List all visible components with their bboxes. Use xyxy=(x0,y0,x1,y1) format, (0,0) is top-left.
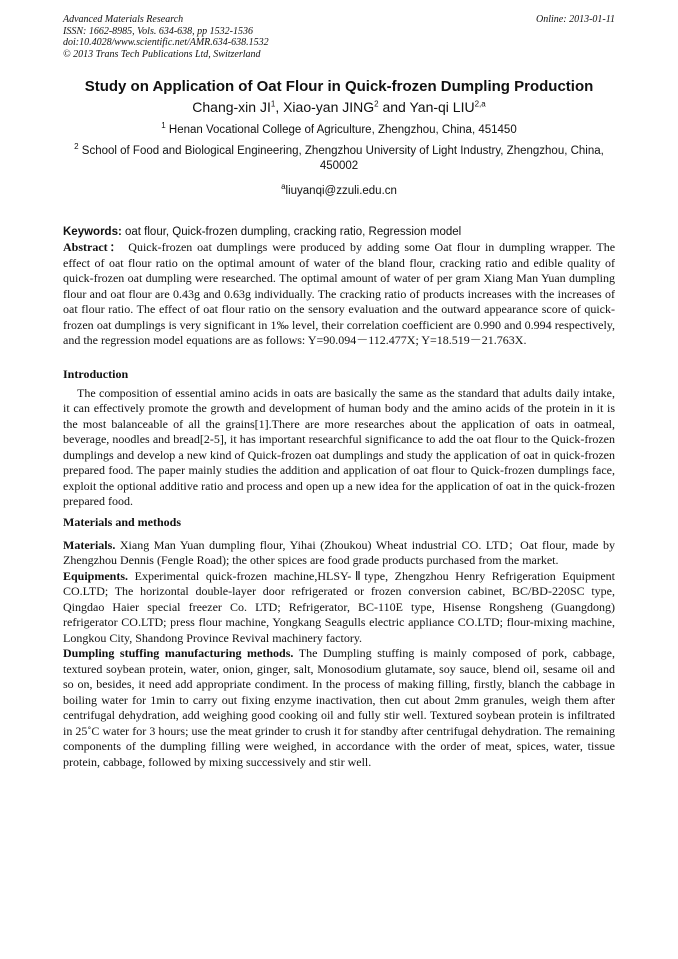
stuffing-label: Dumpling stuffing manufacturing methods. xyxy=(63,646,294,660)
affiliation-mark: 2 xyxy=(74,142,79,152)
author-name: Yan-qi LIU xyxy=(409,99,475,115)
paper-title: Study on Application of Oat Flour in Quick-frozen Dumpling Production xyxy=(84,78,594,95)
section-heading-materials-methods: Materials and methods xyxy=(63,514,181,529)
affiliation-2 xyxy=(63,144,615,174)
introduction-paragraph: The composition of essential amino acids in oats are basically the same as the standard that adults daily intake, it can effectively promote the growth and development of human body and the amino acids of the protein in it is the most balanceable of all the grains[1].There are more researches about the application of oats in oatmeal, beverage, noodles and bread[2-5], it has important researchful significance to add the oat flour to the Quick-frozen dumplings and develop a new kind of Quick-frozen oat dumplings and study the application of oat in quick-frozen prepared food. The paper mainly studies the addition and application of oat flour to Quick-frozen dumplings face, exploit the optional additive ratio and process and open up a new idea for the application of oat in the quick-frozen prepared food. xyxy=(63,385,615,508)
keywords xyxy=(63,225,615,240)
keywords-label: Keywords: xyxy=(63,226,122,238)
doi-line: doi:10.4028/www.scientific.net/AMR.634-638.1532 xyxy=(63,37,269,48)
materials-paragraph xyxy=(63,538,615,569)
author-affiliation-mark: 2 xyxy=(374,99,379,109)
author-affiliation-mark: 1 xyxy=(270,99,276,109)
stuffing-text: The Dumpling stuffing is mainly composed of pork, cabbage, textured soybean protein, water, onion, ginger, salt, Monosodium glutamate, soy sauce, blend oil, sesame oil and so on, besides, it need add appropriate condiment. In the process of making filling, firstly, blanch the cabbage in boiling water for 1min to carry out fixing enzyme inactivation, then cut about 2mm granules, weigh them after centrifugal dehydration, add weighing good cooking oil and fully stir well. Textured soybean protein is infiltrated in 25˚C water for 3 hours; use the meat grinder to crush it for standby after centrifugal dehydration. The remaining components of the dumpling filling were weighed, in accordance with the order of meat, spices, water, tissue protein, cabbage, followed by mixing successively and stir well. xyxy=(63,646,615,769)
materials-text: Xiang Man Yuan dumpling flour, Yihai (Zhoukou) Wheat industrial CO. LTD；Oat flour, made by Zhengzhou Dennis (Fengle Road); the other spices are food grade products purchased from the market. xyxy=(63,537,615,567)
affiliation-1 xyxy=(63,123,615,138)
stuffing-paragraph xyxy=(63,646,615,770)
section-heading-introduction: Introduction xyxy=(63,366,129,381)
author-email xyxy=(63,184,615,199)
copyright-line: © 2013 Trans Tech Publications Ltd, Switzerland xyxy=(63,48,261,60)
author-name: Chang-xin JI xyxy=(192,99,271,115)
abstract-text: Quick-frozen oat dumplings were produced by adding some Oat flour in dumpling wrapper. The effect of oat flour ratio on the optimal amount of water of the bland flour, cracking ratio and edible quality of quick-frozen oat dumpling were researched. The optimal amount of water of per gram Xiang Man Yuan dumpling flour and oat flour are 0.43g and 0.63g individually. The cracking ratio of products increases with the increases of oat flour ratio. The effect of oat flour ratio on the sensory evaluation and the outward appearance score of quick-frozen oat dumplings is very significant in 1‰ level, their correlation coefficient are 0.990 and 0.994 respectively, and the regression model equations are as follows: Y=90.094－112.477X; Y=18.519－21.763X. xyxy=(63,240,616,347)
author-separator: , xyxy=(275,99,284,115)
author-affiliation-mark: 2,a xyxy=(474,99,486,109)
email-mark: a xyxy=(281,182,286,192)
abstract-label: Abstract： xyxy=(63,240,124,254)
email-link[interactable]: liuyanqi@zzuli.edu.cn xyxy=(285,185,397,197)
author-separator: and xyxy=(378,99,410,115)
equipments-text: Experimental quick-frozen machine,HLSY-Ⅱtype, Zhengzhou Henry Refrigeration Equipment CO.LTD; The horizontal double-layer door refrigerated or frozen conversion cabinet, BC/BD-220SC type, Qingdao Haier special freezer Co. LTD; Refrigerator, BC-110E type, Hisense Rongsheng (Guangdong) refrigerator CO.LTD; press flour machine, Yongkang Seagulls electric appliance CO.LTD; flour-mixing machine, Longkou City, Shandong Province Revival machinery factory. xyxy=(63,568,615,645)
affiliation-text: Henan Vocational College of Agriculture, Zhengzhou, China, 451450 xyxy=(165,124,517,136)
abstract xyxy=(63,240,615,349)
affiliation-text: School of Food and Biological Engineering, Zhengzhou University of Light Industry, Zhengzhou, China, 450002 xyxy=(78,145,604,172)
journal-header xyxy=(63,14,615,60)
issn-line: ISSN: 1662-8985, Vols. 634-638, pp 1532-1536 xyxy=(63,25,253,37)
affiliation-mark: 1 xyxy=(161,121,166,131)
author-list xyxy=(63,98,615,117)
materials-label: Materials. xyxy=(63,537,116,552)
equipments-label: Equipments. xyxy=(63,568,129,583)
equipments-paragraph xyxy=(63,569,615,647)
journal-name: Advanced Materials Research xyxy=(63,14,184,25)
keywords-text: oat flour, Quick-frozen dumpling, cracking ratio, Regression model xyxy=(121,226,462,238)
author-name: Xiao-yan JING xyxy=(283,99,375,115)
online-date: Online: 2013-01-11 xyxy=(536,14,615,25)
